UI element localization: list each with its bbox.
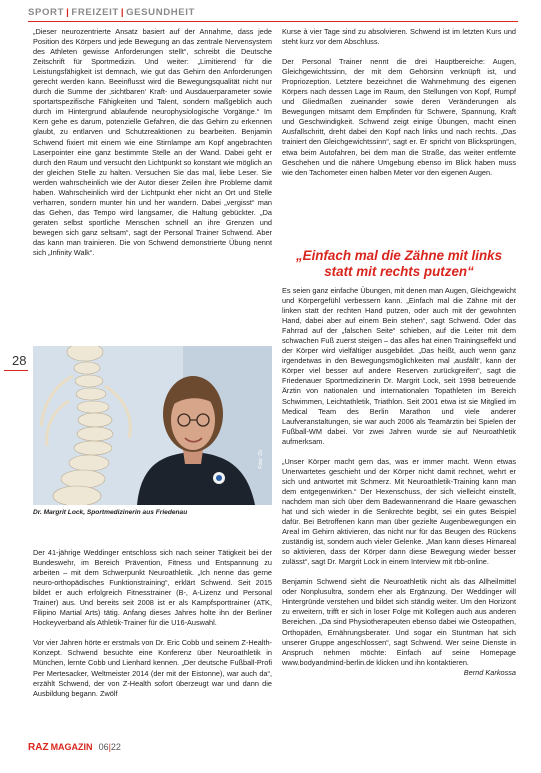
page-number: 28: [12, 353, 27, 368]
section-sport: SPORT: [28, 7, 65, 18]
brand-logo: RAZ: [28, 742, 49, 753]
section-gesundheit: GESUNDHEIT: [126, 7, 196, 18]
magazine-label: MAGAZIN: [50, 742, 93, 752]
article-paragraph: Der 41-jährige Weddinger entschloss sich nach seiner Tätigkeit bei der Bundeswehr, im Bereich Prävention, Fitness und Entspannung zu arbeiten – mit dem Schwerpunkt Neuroathletik. „Ich nenne das gerne neuro-orthopädisches Funktionstraining“, erklärt Schwend. Seit 2015 bildet er auch erfolgreich Fitnesstrainer (B-, A-Lizenz und Personal Trainer) aus. Und bereits seit 2008 ist er als Kampfsporttrainer (ATK, Filipino Martial Arts) tätig. Anfang dieses Jahres holte ihn der Berliner Hockeyverband als Athletik-Trainer für die U16-Auswahl.: [33, 548, 272, 628]
issue-separator: |: [108, 742, 111, 752]
article-paragraph: Kurse à vier Tage sind zu absolvieren. Schwend ist im letzten Kurs und steht kurz vor dem Abschluss.: [282, 27, 516, 47]
author-byline: Bernd Karkossa: [463, 667, 516, 677]
header-separator: |: [120, 7, 125, 18]
page-number-rule: [4, 370, 28, 371]
issue-month: 06: [98, 742, 109, 752]
article-paragraph: Es seien ganz einfache Übungen, mit denen man Augen, Gleichgewicht und Körpergefühl verbessern kann. „Einfach mal die Zähne mit der linken statt der rechten Hand putzen, oder auch mit der gewohnten Hand, dabei aber auf einem Bein stehen“, sagt Schwend. Oder das Fahrrad auf der „falschen Seite“ schieben, auf die Leiter mit dem schwachen Fuß zuerst steigen – das alles hat einen Trainingseffekt und der Körper wird vielfältiger ausgebildet. „Das heißt, auch wenn ganz irgendetwas in den Bewegungsmöglichkeiten mal ‚ausfällt‘, kann der Körper viel besser auf andere Reserven zurückgreifen“, sagt die Friedenauer Sportmedizinerin Dr. Margrit Lock, seit 1998 betreuende Ärztin von nationalen und internationalen Topathleten im Bereich Schwimmen, Leichtathletik, Triathlon. Seit 2001 etwa ist sie Mitglied im Medical Team des Berlin Marathon und viele anderer Laufveranstaltungen, sie war auch 2006 als Teamärztin bei Spielen der Fußball-WM dabei. Vor zwei Jahren wurde sie auf Neuroathletik aufmerksam.: [282, 286, 516, 446]
page-footer: [28, 742, 121, 753]
article-paragraph: Vor vier Jahren hörte er erstmals von Dr. Eric Cobb und seinem Z-Health-Konzept. Schwend besuchte eine Konferenz über Neuroathletik in München, lernte Cobb und Lienhard kennen. „Der deutsche Fußball-Profi Per Mertesacker, Weltmeister 2014 (der mit der Eistonne), war auch da“, erzählt Schwend, der von Z-Health sofort überzeugt war und dann die Ausbildung begann. Zwölf: [33, 638, 272, 698]
article-column-right-top: [282, 27, 516, 178]
issue-label: [99, 742, 121, 752]
pull-quote: „Einfach mal die Zähne mit links statt mit rechts putzen“: [295, 248, 503, 279]
article-column-left-bottom: [33, 548, 272, 699]
photo-caption: Dr. Margrit Lock, Sportmedizinerin aus Friedenau: [33, 509, 188, 516]
portrait-photo: [33, 346, 272, 505]
article-column-right-bottom: [282, 286, 516, 678]
article-paragraph: „Dieser neurozentrierte Ansatz basiert auf der Annahme, dass jede Position des Körpers und jede Bewegung an das zentrale Nervensystem des Athleten gewisse Anforderungen stellt“, schreibt die Deutsche Zeitschrift für Sportmedizin. Und weiter: „Limitierend für die Leistungsfähigkeit ist demnach, wie gut das Gehirn den Anforderungen gerecht werden kann. Beeinflusst wird die Bewegungsqualität nicht nur durch die Summe der ‚sichtbaren‘ Kraft- und Ausdauerparameter sowie sportartspezifische Fähigkeiten und Talent, sondern maßgeblich auch durch im Hintergrund ablaufende neurophysiologische Vorgänge.“ Im Kern gehe es darum, potenzielle Gefahren, die das Gehirn zu erkennen glaubt, zu entlarven und Schutzreaktionen zu bearbeiten. Benjamin Schwend fixiert mit einem wie eine Stirnlampe am Kopf angebrachten Laserpointer eine ganz bestimmte Stelle an der Wand. Dabei geht er durch den Raum und versucht den Lichtpunkt so konstant wie möglich an der gleichen Stelle zu halten. Versuchen Sie das mal, liebe Leser. Sie werden wahrscheinlich wie der Autor dieser Zeilen ihre Probleme damit haben. Wahrscheinlich wird der Lichtpunkt eher nicht an Ort und Stelle verharren, sondern munter hin und her wandern. Dabei „vergisst“ man das Gehen, das Tempo wird langsamer, die Haltung gebückter. „Da geraten selbst sportliche Menschen schnell an ihre Grenzen und bewegen sich ganz seltsam“, sagt der Personal Trainer Schwend. Aber das kann man trainieren. Die von Schwend demonstrierte Übung nennt sich „Infinity Walk“.: [33, 27, 272, 258]
section-freizeit: FREIZEIT: [71, 7, 119, 18]
section-header: [28, 7, 195, 18]
header-rule: [28, 21, 518, 22]
article-paragraph-text: Benjamin Schwend sieht die Neuroathletik nicht als das Allheilmittel oder Nonplusultra, sondern eher als Ergänzung. Der Weddinger will Hintergründe verstehen und bildet sich ständig weiter. Um den Horizont zu erweitern, trifft er sich in loser Folge mit Kollegen auch aus anderen Bereichen. „Da sind Physiotherapeuten ebenso dabei wie Osteopathen, Orthopäden, Ernährungsberater. Und sogar ein Stuntman hat sich unserer Gruppe angeschlossen“, sagt Schwend. Wer seine Dienste in Anspruch nehmen möchte: Einfach auf seine Homepage www.bodyandmind-berlin.de klicken und ihn kontaktieren.: [282, 577, 516, 667]
article-column-left-top: [33, 27, 272, 258]
photo-credit: Foto: Zb: [258, 450, 264, 469]
issue-year: 22: [110, 742, 121, 752]
article-paragraph: „Unser Körper macht gern das, was er immer macht. Wenn etwas Unerwartetes geschieht und der Körper nicht damit rechnet, wehrt er sich und antwortet mit Schmerz. Mit Neuroathletik-Training kann man dem entgegenwirken.“ Der Hexenschuss, der sich vielleicht einstellt, nachdem man sich über dem Badewannenrand die Haare gewaschen hat und sich wieder in die Senkrechte begibt, sei ein gutes Beispiel dafür. Bei Betroffenen kann man über gezielte Augenbewegungen ein Areal im Gehirn aktivieren, das nicht nur für das Beugen des Rückens zuständig ist, sondern auch vieler Gelenke. „Man kann dieses Hirnareal so aktivieren, dass der Körper dann diese Bewegung wieder besser zulässt“, sagt Dr. Margrit Lock in einem Interview mit rbb-online.: [282, 456, 516, 567]
header-separator: |: [66, 7, 70, 18]
article-paragraph: Der Personal Trainer nennt die drei Hauptbereiche: Augen, Gleichgewichtssinn, der mit dem Gehörsinn verknüpft ist, und Propriozeption. Letztere bezeichnet die Wahrnehmung des eigenen Körpers nach dessen Lage im Raum, den Stellungen von Kopf, Rumpf und Gliedmaßen zueinander sowie deren Veränderungen als Bewegungen mitsamt dem Empfinden für Schwere, Spannung, Kraft und Geschwindigkeit. Schwend zeigt einige Übungen, macht einen Ausfallschritt, dreht dabei den Kopf nach links und nach rechts. „Das trainiert den Gleichgewichtssinn“, sagt er. Er spricht von Blicksprüngen, etwa beim Autofahren, bei dem man die Straße, das weiter entfernte Geschehen und die nähere Umgebung ebenso im Blick haben muss wie den Tachometer einen halben Meter vor den eigenen Augen.: [282, 57, 516, 177]
article-paragraph: [282, 577, 516, 677]
